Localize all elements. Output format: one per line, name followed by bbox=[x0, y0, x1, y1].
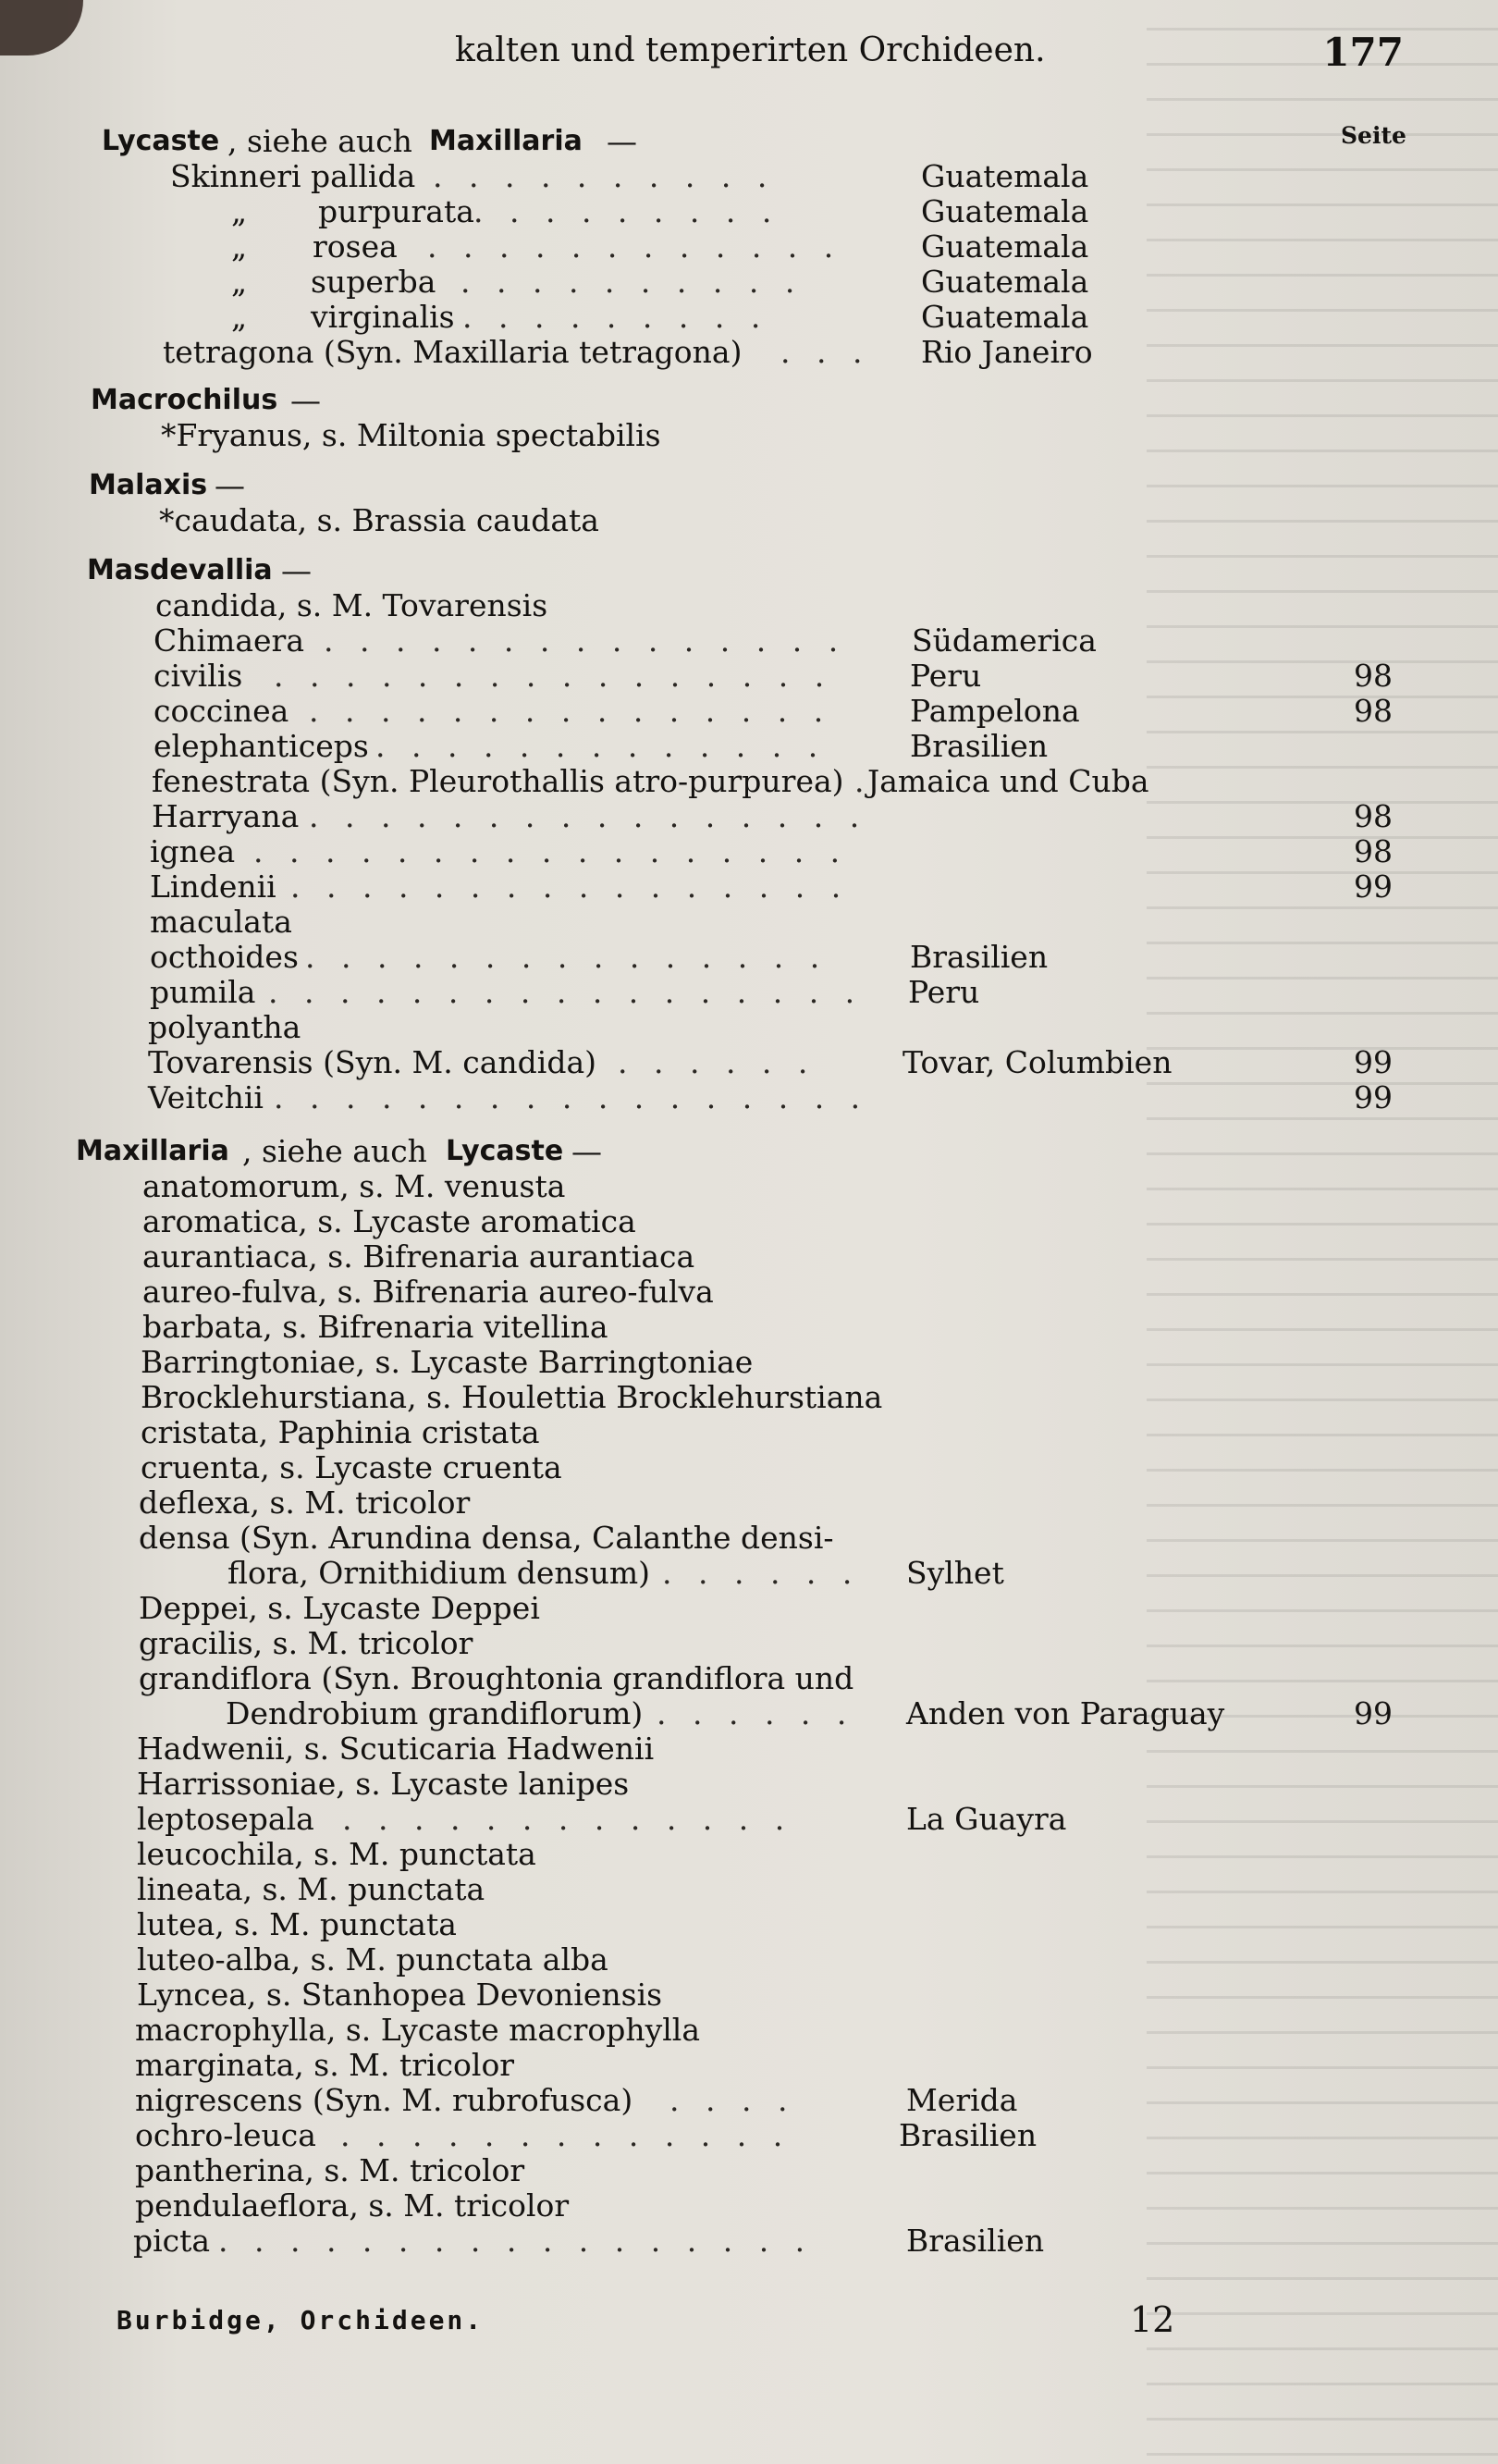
locality: Peru bbox=[910, 658, 982, 694]
genus-heading: Maxillaria bbox=[76, 1135, 229, 1167]
index-entry bbox=[0, 1204, 1498, 1239]
entry-text: Chimaera bbox=[153, 622, 305, 659]
locality: Tovar, Columbien bbox=[902, 1044, 1173, 1080]
index-entry bbox=[0, 1239, 1498, 1275]
entry-text: maculata bbox=[150, 904, 292, 940]
index-entry bbox=[0, 1872, 1498, 1907]
page-reference: 99 bbox=[1354, 1044, 1393, 1080]
entry-text: picta bbox=[133, 2223, 211, 2259]
index-entry bbox=[0, 729, 1498, 764]
dot-leader: . . . . . . . . . . . . . . . . bbox=[290, 869, 850, 905]
locality: Anden von Paraguay bbox=[906, 1695, 1225, 1731]
entry-text: luteo-alba, s. M. punctata alba bbox=[137, 1941, 608, 1977]
index-entry bbox=[0, 503, 1498, 538]
entry-text: aromatica, s. Lycaste aromatica bbox=[142, 1203, 636, 1239]
entry-text: Lyncea, s. Stanhopea Devoniensis bbox=[137, 1977, 663, 2013]
locality: Guatemala bbox=[921, 299, 1089, 335]
index-entry bbox=[0, 1626, 1498, 1661]
genus-heading: Malaxis bbox=[89, 469, 208, 501]
page-number: 177 bbox=[1322, 30, 1404, 75]
index-entry bbox=[0, 905, 1498, 940]
entry-text: leucochila, s. M. punctata bbox=[137, 1836, 536, 1872]
index-entry bbox=[0, 799, 1498, 834]
dot-leader: . . . . . . . . . . . . . . . . bbox=[274, 658, 833, 694]
dot-leader: . . . . . . . . . . . . . . . . . bbox=[268, 974, 864, 1010]
entry-text: macrophylla, s. Lycaste macrophylla bbox=[135, 2012, 701, 2048]
entry-text: „ bbox=[231, 299, 248, 335]
entry-text: civilis bbox=[153, 658, 243, 694]
locality: Guatemala bbox=[921, 264, 1089, 300]
entry-text: aureo-fulva, s. Bifrenaria aureo-fulva bbox=[142, 1274, 714, 1310]
dot-leader: . . . . . . . . . . bbox=[460, 264, 804, 300]
entry-text: — bbox=[215, 467, 245, 503]
footer-author-title: Burbidge, Orchideen. bbox=[117, 2305, 485, 2335]
index-entry bbox=[0, 1696, 1498, 1731]
entry-text: anatomorum, s. M. venusta bbox=[142, 1168, 566, 1204]
entry-text: Lindenii bbox=[150, 869, 276, 905]
index-entry bbox=[0, 2188, 1498, 2224]
dot-leader: . . . . . . bbox=[618, 1044, 817, 1080]
index-entry bbox=[0, 1169, 1498, 1204]
dot-leader: . . . . . . . . . bbox=[462, 299, 769, 335]
entry-text: pendulaeflora, s. M. tricolor bbox=[135, 2187, 570, 2224]
entry-text: ochro-leuca bbox=[135, 2117, 316, 2153]
entry-text: cristata, Paphinia cristata bbox=[141, 1414, 540, 1450]
dot-leader: . . . . . . . . . . . . . bbox=[342, 1801, 793, 1837]
entry-text: Tovarensis (Syn. M. candida) bbox=[148, 1044, 596, 1080]
locality: Guatemala bbox=[921, 158, 1089, 194]
index-entry bbox=[0, 623, 1498, 659]
dot-leader: . . . . . . . . . . . . . . . . . bbox=[274, 1079, 869, 1115]
index-entry bbox=[0, 2048, 1498, 2083]
genus-heading: Lycaste bbox=[446, 1135, 564, 1167]
index-entry bbox=[0, 159, 1498, 194]
index-entry bbox=[0, 1345, 1498, 1380]
page-reference: 99 bbox=[1354, 869, 1393, 905]
entry-text: Skinneri pallida bbox=[170, 158, 416, 194]
sheet-signature: 12 bbox=[1130, 2299, 1175, 2340]
entry-text: Brocklehurstiana, s. Houlettia Brocklehurstiana bbox=[141, 1379, 883, 1415]
entry-text: Harryana bbox=[152, 798, 300, 834]
entry-text: grandiflora (Syn. Broughtonia grandiflora und bbox=[139, 1660, 854, 1696]
locality: Sylhet bbox=[906, 1555, 1004, 1591]
index-entry bbox=[0, 1275, 1498, 1310]
entry-text: polyantha bbox=[148, 1009, 301, 1045]
locality: Südamerica bbox=[912, 622, 1097, 659]
entry-text: Veitchii bbox=[148, 1079, 264, 1115]
index-entry bbox=[0, 418, 1498, 453]
index-entry bbox=[0, 2013, 1498, 2048]
index-entry bbox=[0, 1907, 1498, 1942]
index-entry bbox=[0, 588, 1498, 623]
index-entry bbox=[0, 1802, 1498, 1837]
entry-text: deflexa, s. M. tricolor bbox=[139, 1485, 471, 1521]
entry-text: „ bbox=[231, 193, 248, 229]
locality: Peru bbox=[908, 974, 980, 1010]
entry-text: superba bbox=[311, 264, 436, 300]
dot-leader: . . . . . . . . . bbox=[473, 193, 780, 229]
entry-text: aurantiaca, s. Bifrenaria aurantiaca bbox=[142, 1238, 695, 1275]
index-entry bbox=[0, 468, 1498, 503]
index-entry bbox=[0, 1767, 1498, 1802]
index-entry bbox=[0, 1485, 1498, 1521]
entry-text: Deppei, s. Lycaste Deppei bbox=[139, 1590, 540, 1626]
index-entry bbox=[0, 2118, 1498, 2153]
index-entry bbox=[0, 1942, 1498, 1977]
page-reference: 98 bbox=[1354, 658, 1393, 694]
index-entry bbox=[0, 1521, 1498, 1556]
running-header bbox=[0, 28, 1498, 83]
entry-text: densa (Syn. Arundina densa, Calanthe densi- bbox=[139, 1520, 834, 1556]
locality: Brasilien bbox=[910, 728, 1049, 764]
index-entry bbox=[0, 764, 1498, 799]
index-entry bbox=[0, 2083, 1498, 2118]
index-entry bbox=[0, 1556, 1498, 1591]
locality: Jamaica und Cuba bbox=[867, 763, 1149, 799]
entry-text: cruenta, s. Lycaste cruenta bbox=[141, 1449, 562, 1485]
entry-text: purpurata bbox=[318, 193, 474, 229]
index-entry bbox=[0, 300, 1498, 335]
index-entry bbox=[0, 335, 1498, 370]
entry-text: candida, s. M. Tovarensis bbox=[155, 587, 548, 623]
entry-text: Hadwenii, s. Scuticaria Hadwenii bbox=[137, 1731, 655, 1767]
entry-text: — bbox=[290, 382, 321, 418]
page-reference: 98 bbox=[1354, 798, 1393, 834]
entry-text: *caudata, s. Brassia caudata bbox=[159, 502, 599, 538]
entry-text: Harrissoniae, s. Lycaste lanipes bbox=[137, 1766, 630, 1802]
index-entry bbox=[0, 694, 1498, 729]
index-entry bbox=[0, 834, 1498, 869]
entry-text: barbata, s. Bifrenaria vitellina bbox=[142, 1309, 608, 1345]
locality: Guatemala bbox=[921, 193, 1089, 229]
entry-text: nigrescens (Syn. M. rubrofusca) bbox=[135, 2082, 633, 2118]
dot-leader: . . . . . . bbox=[662, 1555, 861, 1591]
dot-leader: . . . bbox=[780, 334, 871, 370]
locality: Brasilien bbox=[899, 2117, 1038, 2153]
dot-leader: . . . . . . bbox=[657, 1695, 855, 1731]
footer bbox=[0, 2299, 1498, 2344]
locality: Pampelona bbox=[910, 693, 1080, 729]
entry-text: — bbox=[571, 1133, 602, 1169]
dot-leader: . . . . . . . . . . . . . . . . . bbox=[218, 2223, 814, 2259]
entry-text: pantherina, s. M. tricolor bbox=[135, 2152, 525, 2188]
dot-leader: . . . . . . . . . . . . . bbox=[375, 728, 827, 764]
locality: La Guayra bbox=[906, 1801, 1067, 1837]
index-entry bbox=[0, 1661, 1498, 1696]
index-entry bbox=[0, 1380, 1498, 1415]
index-entry bbox=[0, 1837, 1498, 1872]
page-reference: 99 bbox=[1354, 1695, 1393, 1731]
dot-leader: . . . . . . . . . . . . . . . bbox=[305, 939, 829, 975]
entry-text: — bbox=[281, 552, 312, 588]
dot-leader: . . . . . . . . . . . . . bbox=[340, 2117, 792, 2153]
dot-leader: . . . . . . . . . . . . . . . bbox=[324, 622, 847, 659]
dot-leader: . . . . . . . . . . . . . . . . bbox=[309, 798, 868, 834]
index-entry bbox=[0, 1415, 1498, 1450]
index-entry bbox=[0, 1010, 1498, 1045]
entry-text: *Fryanus, s. Miltonia spectabilis bbox=[161, 417, 661, 453]
index-entry bbox=[0, 1080, 1498, 1115]
index-entry bbox=[0, 1731, 1498, 1767]
genus-heading: Masdevallia bbox=[87, 554, 273, 586]
entry-text: lutea, s. M. punctata bbox=[137, 1906, 457, 1942]
index-entry bbox=[0, 869, 1498, 905]
index-entry bbox=[0, 194, 1498, 229]
entry-text: Dendrobium grandiflorum) bbox=[226, 1695, 644, 1731]
entry-text: , siehe auch bbox=[227, 123, 412, 159]
entry-text: „ bbox=[231, 264, 248, 300]
entry-text: lineata, s. M. punctata bbox=[137, 1871, 485, 1907]
entry-text: fenestrata (Syn. Pleurothallis atro-purpurea) bbox=[152, 763, 844, 799]
dot-leader: . bbox=[854, 763, 873, 799]
genus-heading: Macrochilus bbox=[91, 384, 278, 416]
locality: Rio Janeiro bbox=[921, 334, 1093, 370]
index-entry bbox=[0, 124, 1498, 159]
entry-text: rosea bbox=[313, 228, 398, 265]
entry-text: leptosepala bbox=[137, 1801, 314, 1837]
entry-text: octhoides bbox=[150, 939, 299, 975]
dot-leader: . . . . . . . . . . . . . . . bbox=[309, 693, 832, 729]
index-entry bbox=[0, 1310, 1498, 1345]
entry-text: — bbox=[607, 123, 637, 159]
entry-text: pumila bbox=[150, 974, 256, 1010]
index-entry bbox=[0, 265, 1498, 300]
index-entry bbox=[0, 940, 1498, 975]
index-entry bbox=[0, 229, 1498, 265]
locality: Merida bbox=[906, 2082, 1018, 2118]
page-reference: 99 bbox=[1354, 1079, 1393, 1115]
page-reference: 98 bbox=[1354, 693, 1393, 729]
entry-text: tetragona (Syn. Maxillaria tetragona) bbox=[163, 334, 743, 370]
column-label-seite: Seite bbox=[1341, 122, 1406, 149]
index-entry bbox=[0, 553, 1498, 588]
entry-text: coccinea bbox=[153, 693, 289, 729]
entry-text: ignea bbox=[150, 833, 236, 869]
locality: Guatemala bbox=[921, 228, 1089, 265]
genus-heading: Lycaste bbox=[102, 125, 220, 157]
page-reference: 98 bbox=[1354, 833, 1393, 869]
entry-text: gracilis, s. M. tricolor bbox=[139, 1625, 473, 1661]
index-entry bbox=[0, 2224, 1498, 2259]
index-entry bbox=[0, 1450, 1498, 1485]
running-title: kalten und temperirten Orchideen. bbox=[455, 31, 1046, 69]
dot-leader: . . . . . . . . . . . . bbox=[427, 228, 842, 265]
entry-text: elephanticeps bbox=[153, 728, 369, 764]
index-entry bbox=[0, 1591, 1498, 1626]
entry-text: flora, Ornithidium densum) bbox=[227, 1555, 650, 1591]
genus-heading: Maxillaria bbox=[429, 125, 583, 157]
index-entry bbox=[0, 383, 1498, 418]
index-entry bbox=[0, 659, 1498, 694]
index-entry bbox=[0, 1977, 1498, 2013]
entry-text: Barringtoniae, s. Lycaste Barringtoniae bbox=[141, 1344, 754, 1380]
entry-text: , siehe auch bbox=[242, 1133, 427, 1169]
dot-leader: . . . . bbox=[669, 2082, 796, 2118]
entry-text: „ bbox=[231, 228, 248, 265]
dot-leader: . . . . . . . . . . bbox=[433, 158, 776, 194]
index-entry bbox=[0, 975, 1498, 1010]
index-entry bbox=[0, 1045, 1498, 1080]
dot-leader: . . . . . . . . . . . . . . . . . bbox=[253, 833, 849, 869]
locality: Brasilien bbox=[910, 939, 1049, 975]
entry-text: virginalis bbox=[311, 299, 455, 335]
index-entry bbox=[0, 1134, 1498, 1169]
entry-text: marginata, s. M. tricolor bbox=[135, 2047, 515, 2083]
index-entry bbox=[0, 2153, 1498, 2188]
locality: Brasilien bbox=[906, 2223, 1045, 2259]
